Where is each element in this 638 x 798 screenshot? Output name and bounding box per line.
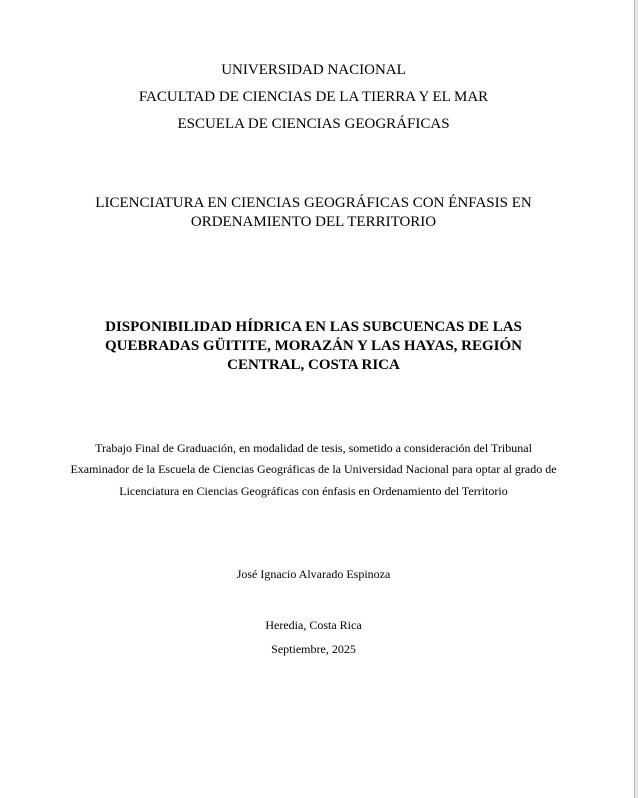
description-line-1: Trabajo Final de Graduación, en modalidad de tesis, sometido a consideración del Tribunal [95, 441, 532, 455]
description-line-2: Examinador de la Escuela de Ciencias Geográficas de la Universidad Nacional para optar al grado de [70, 462, 557, 476]
location: Heredia, Costa Rica [265, 618, 362, 632]
thesis-title-line-1: DISPONIBILIDAD HÍDRICA EN LAS SUBCUENCAS DE LAS [105, 319, 522, 335]
thesis-title-line-2: QUEBRADAS GÜITITE, MORAZÁN Y LAS HAYAS, REGIÓN [104, 338, 523, 354]
university-name: UNIVERSIDAD NACIONAL [221, 62, 406, 78]
faculty-name: FACULTAD DE CIENCIAS DE LA TIERRA Y EL MAR [138, 89, 489, 105]
degree-line-2: ORDENAMIENTO DEL TERRITORIO [190, 214, 437, 230]
thesis-title-line-3: CENTRAL, COSTA RICA [227, 357, 400, 373]
date: Septiembre, 2025 [271, 642, 356, 656]
description-line-3: Licenciatura en Ciencias Geográficas con énfasis en Ordenamiento del Territorio [119, 484, 508, 498]
degree-line-1: LICENCIATURA EN CIENCIAS GEOGRÁFICAS CON ÉNFASIS EN [95, 195, 532, 211]
school-name: ESCUELA DE CIENCIAS GEOGRÁFICAS [177, 116, 450, 132]
author-name: José Ignacio Alvarado Espinoza [236, 567, 391, 581]
